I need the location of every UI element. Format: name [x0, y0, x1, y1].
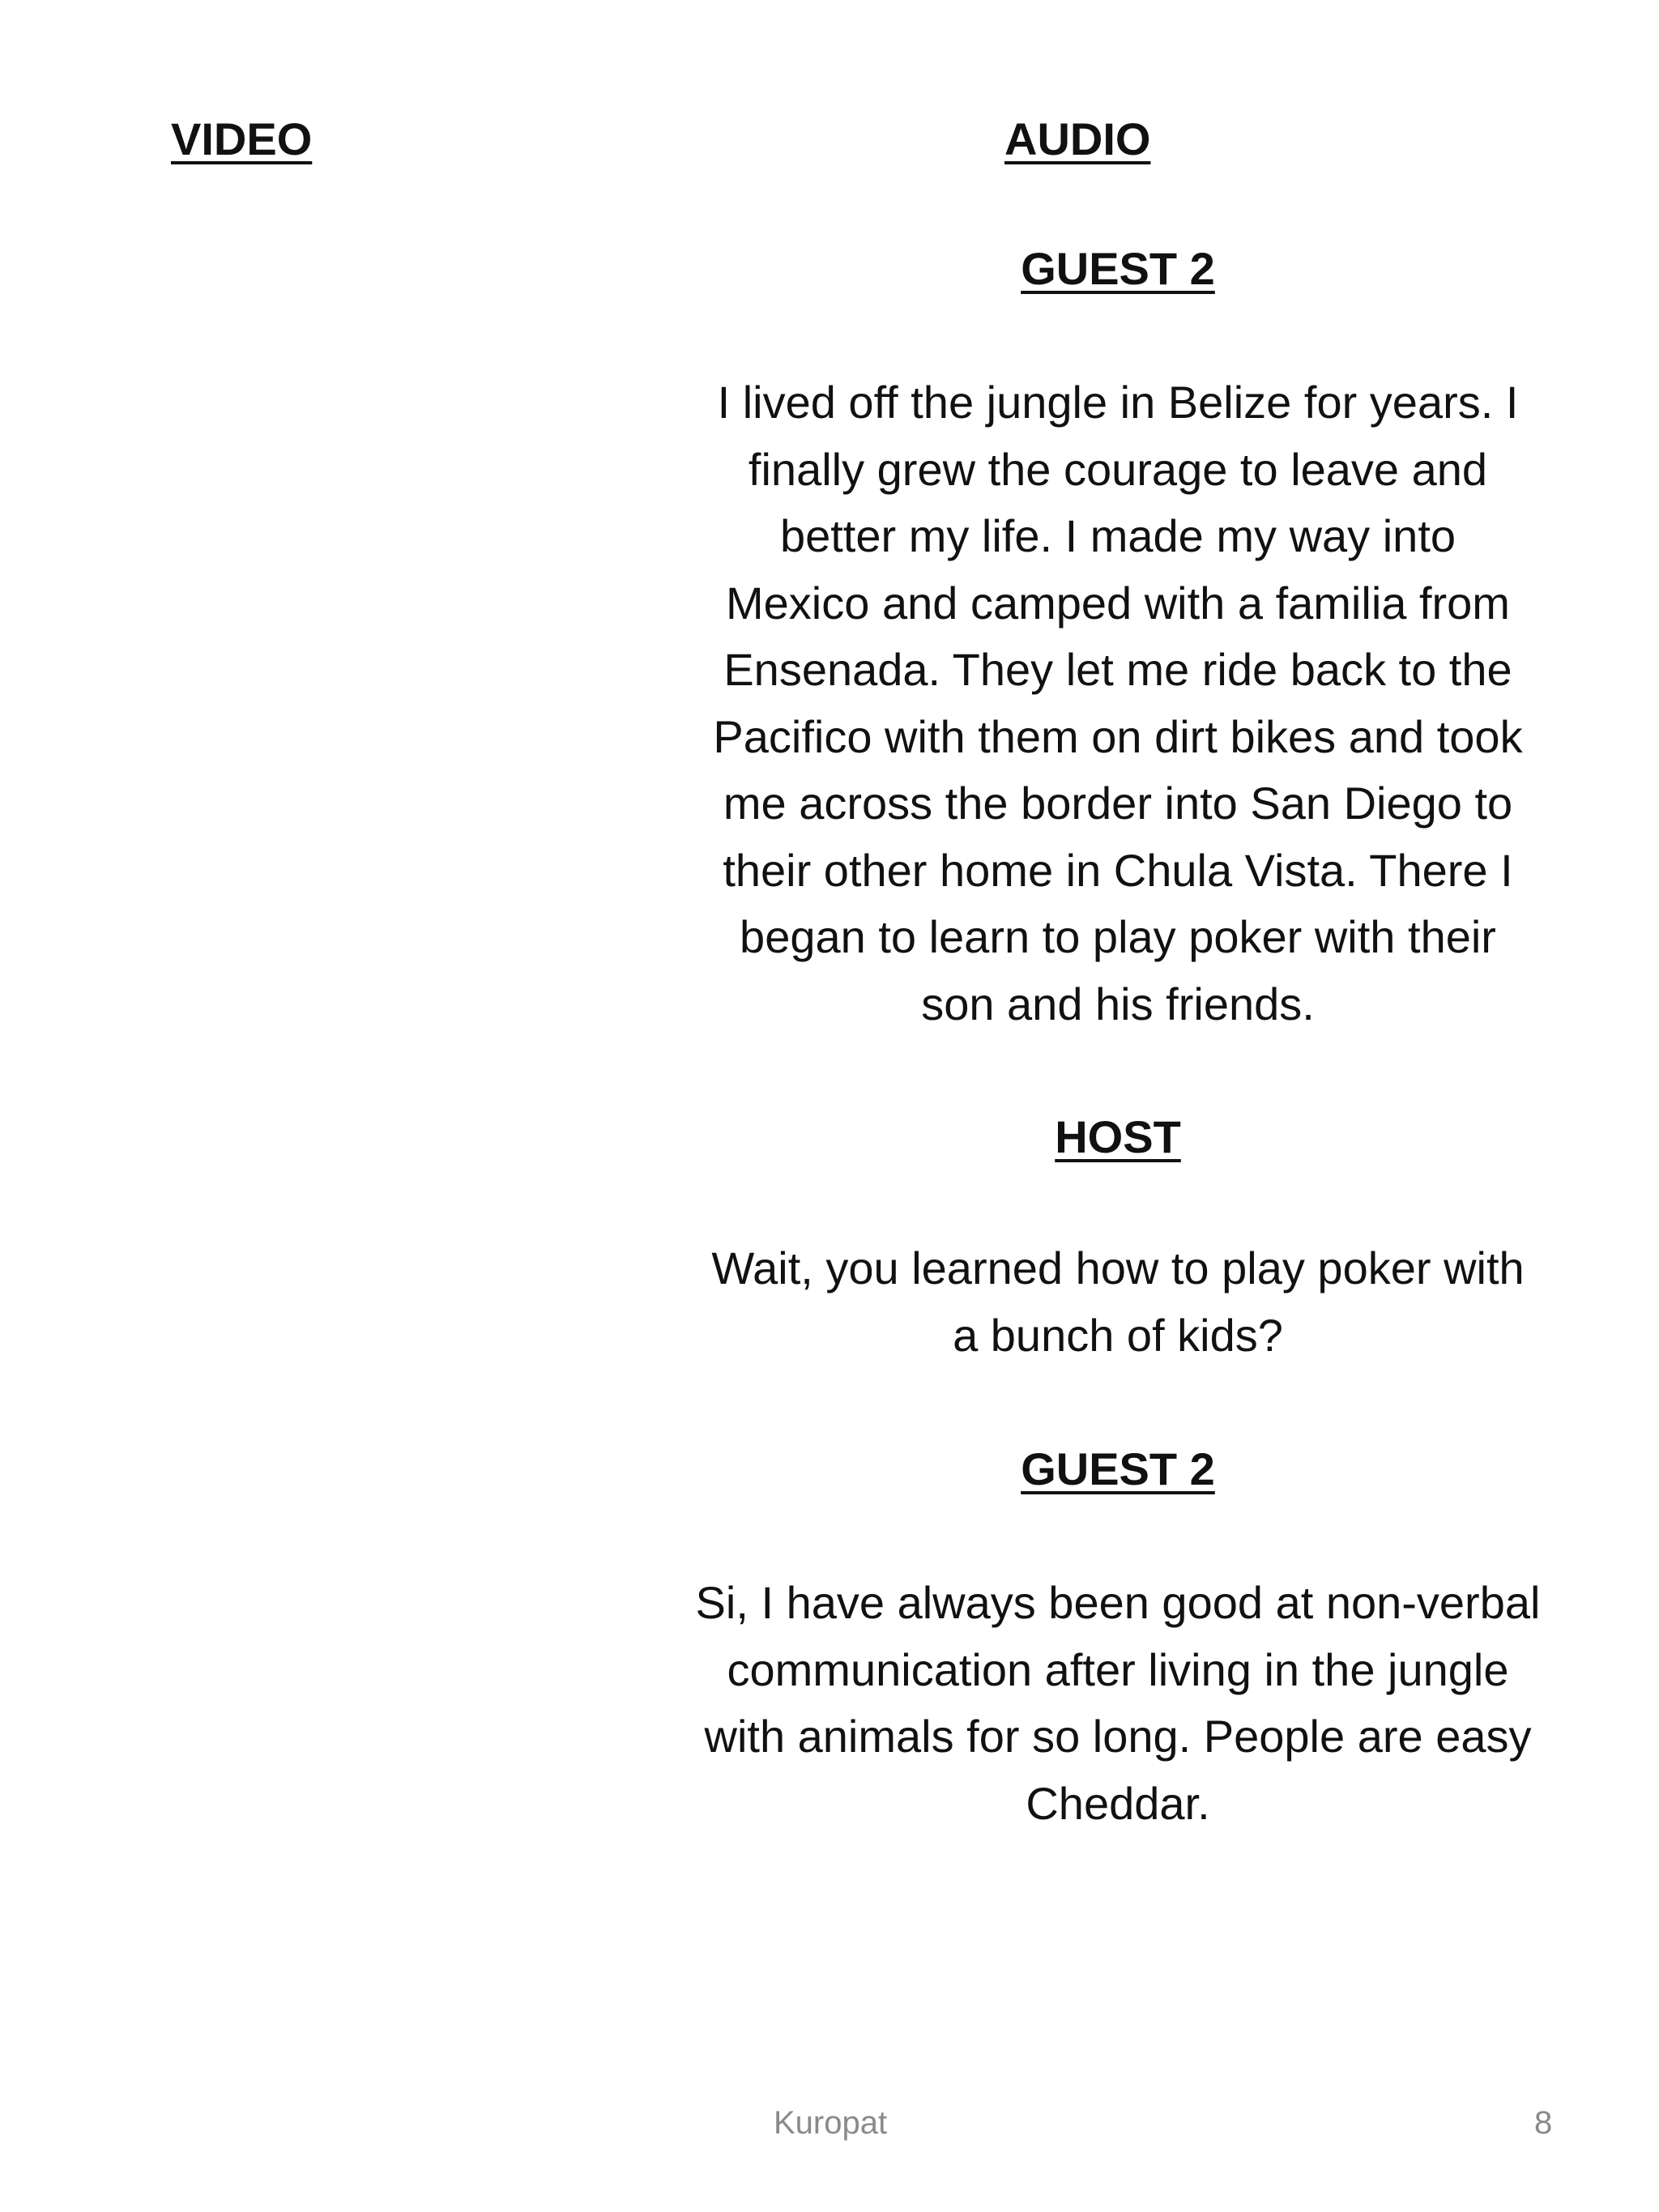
dialogue-text: Si, I have always been good at non-verbal communication after living in the jungle with animals for so long. People are easy Cheddar. — [695, 1577, 1541, 1829]
video-column-header: VIDEO — [171, 113, 313, 164]
dialogue-text: Wait, you learned how to play poker with a bunch of kids? — [711, 1242, 1525, 1361]
speaker-name: GUEST 2 — [1021, 1443, 1215, 1494]
dialogue-text: I lived off the jungle in Belize for years. I finally grew the courage to leave and better my life. I made my way into Mexico and camped with a familia from Ensenada. They let me ride back to the Pacifico with them on dirt bikes and took me across the border into San Diego to their other home in Chula Vista. There I began to learn to play poker with their son and his friends. — [713, 377, 1523, 1029]
speaker-name: HOST — [1055, 1111, 1181, 1162]
footer-author: Kuropat — [774, 2105, 888, 2141]
audio-column-header: AUDIO — [1004, 113, 1151, 164]
speaker-name: GUEST 2 — [1021, 243, 1215, 294]
page-number: 8 — [1534, 2105, 1553, 2141]
